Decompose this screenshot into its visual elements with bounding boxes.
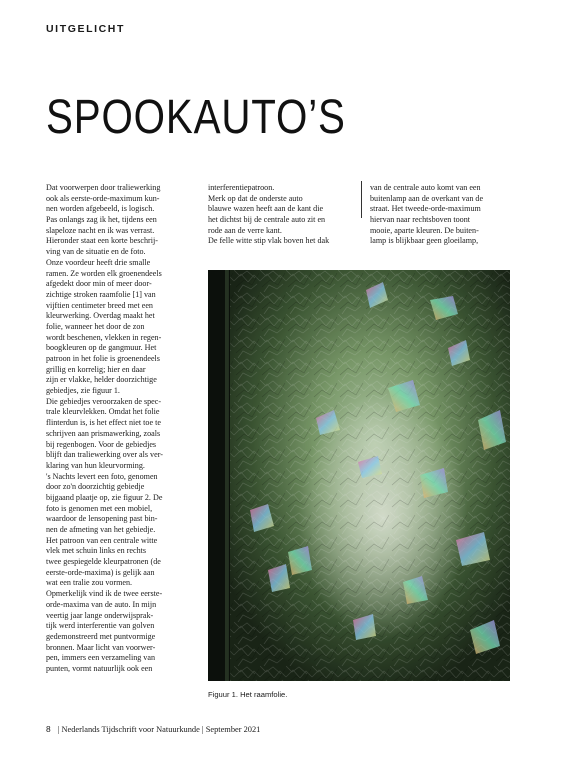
- text-line: waardoor de lensopening past bin-: [46, 514, 158, 524]
- text-line: vlek met schuin links en rechts: [46, 546, 147, 556]
- text-column-1: [46, 183, 192, 675]
- page-footer: [46, 724, 260, 734]
- text-line: Merk op dat de onderste auto: [208, 193, 303, 203]
- text-line: orde-maxima van de auto. In mijn: [46, 599, 157, 609]
- text-line: interferentiepatroon.: [208, 183, 275, 192]
- text-line: mooie, aparte kleuren. De buiten-: [370, 225, 479, 235]
- text-line: ook als eerste-orde-maximum kun-: [46, 193, 160, 203]
- text-line: blijft dan traliewerking over als ver-: [46, 450, 163, 460]
- text-line: bijgaand plaatje op, zie figuur 2. De: [46, 492, 163, 502]
- text-line: zijn er vlakke, helder doorzichtige: [46, 375, 157, 385]
- text-line: vijftien centimeter breed met een: [46, 300, 153, 310]
- text-line: foto is genomen met een mobiel,: [46, 503, 153, 513]
- text-line: ramen. Ze worden elk groenendeels: [46, 268, 162, 278]
- text-line: lamp is blijkbaar geen gloeilamp,: [370, 236, 479, 246]
- text-line: trale kleurvlekken. Omdat het folie: [46, 407, 160, 417]
- text-line: Die gebiedjes veroorzaken de spec-: [46, 396, 162, 406]
- text-line: door zo'n doorzichtig gebiedje: [46, 482, 145, 492]
- column-divider: [361, 181, 362, 218]
- text-line: eerste-orde-maxima) is gelijk aan: [46, 567, 155, 577]
- text-line: schrijven aan prismawerking, zoals: [46, 428, 161, 438]
- text-line: straat. Het tweede-orde-maximum: [370, 204, 481, 214]
- text-line: nen de afmeting van het gebiedje.: [46, 525, 156, 534]
- text-line: boogkleuren op de gangmuur. Het: [46, 343, 157, 353]
- text-line: 's Nachts levert een foto, genomen: [46, 471, 158, 481]
- text-line: blauwe wazen heeft aan de kant die: [208, 204, 324, 214]
- text-column-2: [208, 183, 354, 247]
- text-line: pen, immers een verzameling van: [46, 653, 155, 663]
- figure-caption: Figuur 1. Het raamfolie.: [208, 690, 288, 699]
- text-line: Pas onlangs zag ik het, tijdens een: [46, 215, 157, 225]
- text-line: Onze voordeur heeft drie smalle: [46, 257, 151, 267]
- article-title: SPOOKAUTO’S: [46, 91, 346, 144]
- window-foil-photo: [208, 270, 510, 681]
- footer-journal: | Nederlands Tijdschrift voor Natuurkunde | September 2021: [57, 725, 261, 734]
- text-line: ving van de situatie en de foto.: [46, 247, 146, 257]
- text-line: Hieronder staat een korte beschrij-: [46, 236, 158, 246]
- text-line: twee gespiegelde kleurpatronen (de: [46, 557, 161, 567]
- section-label: UITGELICHT: [46, 23, 125, 35]
- text-line: klaring van hun kleurvorming.: [46, 460, 145, 470]
- text-line: het dichtst bij de centrale auto zit en: [208, 215, 326, 225]
- text-line: Het patroon van een centrale witte: [46, 535, 158, 545]
- text-line: Opmerkelijk vind ik de twee eerste-: [46, 589, 163, 599]
- text-line: tijk werd interferentie van golven: [46, 621, 155, 631]
- text-line: van de centrale auto komt van een: [370, 183, 481, 192]
- text-line: slapeloze nacht en ik was verrast.: [46, 225, 155, 235]
- text-line: veertig jaar lange onderwijsprak-: [46, 610, 154, 620]
- text-line: rode aan de verre kant.: [208, 225, 282, 235]
- text-line: buitenlamp aan de overkant van de: [370, 193, 484, 203]
- text-line: gedemonstreerd met puntvormige: [46, 631, 156, 641]
- text-line: bronnen. Maar licht van voorwer-: [46, 642, 156, 652]
- text-line: Dat voorwerpen door traliewerking: [46, 183, 161, 192]
- text-line: zichtige stroken raamfolie [1] van: [46, 289, 156, 299]
- text-line: hiervan naar rechtsboven toont: [370, 215, 471, 225]
- text-line: flinterdun is, is het effect niet toe te: [46, 418, 161, 428]
- text-line: punten, vormt natuurlijk ook een: [46, 663, 153, 673]
- text-line: wordt beschenen, vlekken in regen-: [46, 332, 162, 342]
- figure-photo: [208, 270, 510, 681]
- text-line: grillig en korrelig; hier en daar: [46, 364, 146, 374]
- page-number: 8: [46, 724, 51, 734]
- text-line: folie, wanneer het door de zon: [46, 321, 145, 331]
- text-line: De felle witte stip vlak boven het dak: [208, 236, 330, 246]
- text-line: wat een tralie zou vormen.: [46, 578, 133, 588]
- text-line: nen worden afgebeeld, is logisch.: [46, 204, 155, 214]
- text-line: bij regenbogen. Voor de gebiedjes: [46, 439, 157, 449]
- text-column-3: [370, 183, 520, 247]
- text-line: gebiedjes, zie figuur 1.: [46, 386, 120, 396]
- text-line: patroon in het folie is groenendeels: [46, 354, 160, 363]
- text-line: afgedekt door min of meer door-: [46, 279, 152, 289]
- text-line: kleurwerking. Overdag maakt het: [46, 311, 155, 321]
